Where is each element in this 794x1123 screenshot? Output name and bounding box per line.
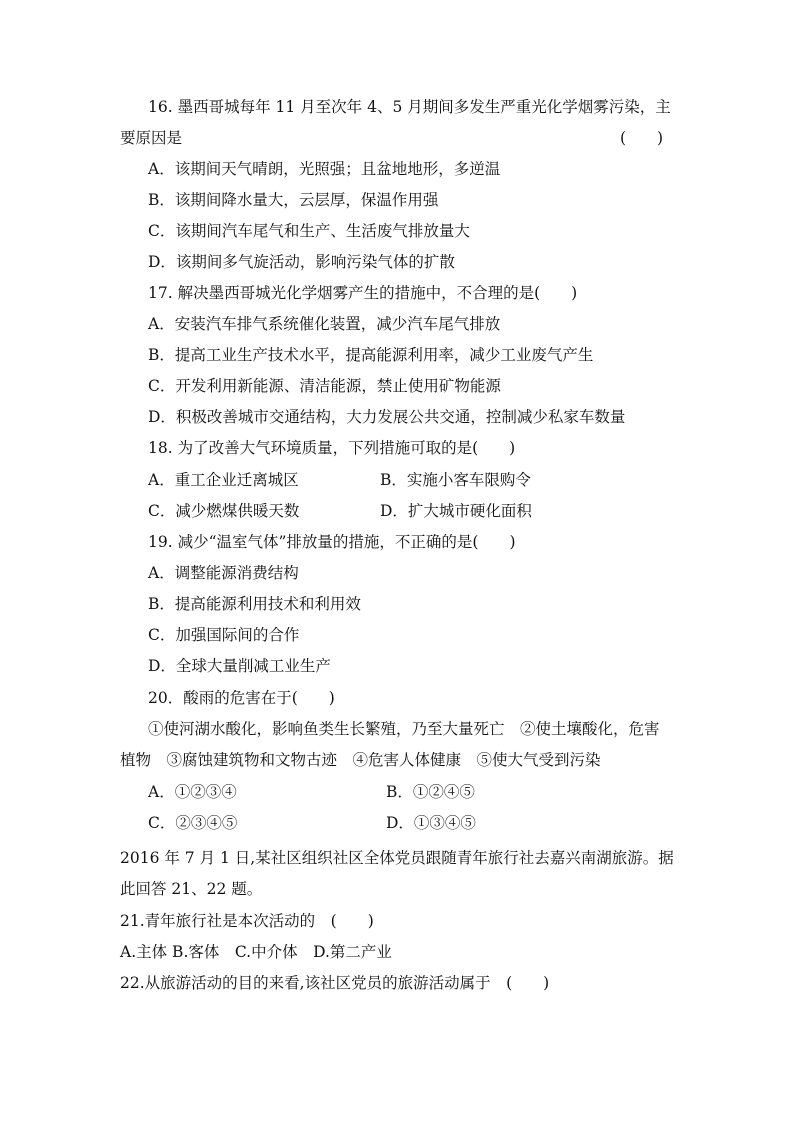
q16-option-d: D．该期间多气旋活动，影响污染气体的扩散 — [148, 253, 455, 271]
q18-stem: 18. 为了改善大气环境质量，下列措施可取的是( ) — [148, 439, 516, 457]
q16-option-b: B．该期间降水量大，云层厚，保温作用强 — [148, 191, 439, 209]
q17-option-b: B．提高工业生产技术水平，提高能源利用率，减少工业废气产生 — [148, 346, 594, 364]
q20-option-d: D．①③④⑤ — [386, 814, 476, 832]
q16-stem-line2: 要原因是 — [120, 129, 183, 147]
q19-option-c: C．加强国际间的合作 — [148, 626, 300, 644]
q19-option-b: B．提高能源利用技术和利用效 — [148, 595, 361, 613]
q16-option-c: C．该期间汽车尾气和生产、生活废气排放量大 — [148, 222, 470, 240]
passage-intro-line2: 此回答 21、22 题。 — [120, 880, 263, 898]
q21-stem: 21.青年旅行社是本次活动的 ( ) — [120, 912, 374, 930]
q17-stem: 17. 解决墨西哥城光化学烟雾产生的措施中，不合理的是( ) — [148, 284, 578, 302]
q17-option-d: D．积极改善城市交通结构，大力发展公共交通，控制减少私家车数量 — [148, 408, 626, 426]
q20-option-a: A．①②③④ — [148, 783, 237, 801]
q18-option-c: C．减少燃煤供暖天数 — [148, 502, 300, 520]
q20-option-c: C．②③④⑤ — [148, 814, 238, 832]
q17-option-c: C．开发利用新能源、清洁能源，禁止使用矿物能源 — [148, 377, 501, 395]
q16-stem-line1: 16. 墨西哥城每年 11 月至次年 4、5 月期间多发生严重光化学烟雾污染，主 — [148, 98, 671, 116]
passage-intro-line1: 2016 年 7 月 1 日,某社区组织社区全体党员跟随青年旅行社去嘉兴南湖旅游。据 — [120, 849, 674, 867]
q18-option-b: B．实施小客车限购令 — [380, 471, 531, 489]
q20-items-line2: 植物 ③腐蚀建筑物和文物古迹 ④危害人体健康 ⑤使大气受到污染 — [120, 751, 601, 769]
q17-option-a: A．安装汽车排气系统催化装置，减少汽车尾气排放 — [148, 315, 501, 333]
q19-option-d: D．全球大量削减工业生产 — [148, 657, 331, 675]
q16-answer-paren: ( ) — [620, 129, 664, 147]
q19-stem: 19. 减少“温室气体”排放量的措施，不正确的是( ) — [148, 533, 516, 551]
q21-options: A.主体 B.客体 C.中介体 D.第二产业 — [120, 943, 392, 961]
q19-option-a: A．调整能源消费结构 — [148, 564, 299, 582]
q18-option-a: A．重工企业迁离城区 — [148, 471, 299, 489]
q22-stem: 22.从旅游活动的目的来看,该社区党员的旅游活动属于 ( ) — [120, 974, 550, 992]
q20-items-line1: ①使河湖水酸化，影响鱼类生长繁殖，乃至大量死亡 ②使土壤酸化，危害 — [148, 720, 660, 738]
q18-option-d: D．扩大城市硬化面积 — [380, 502, 532, 520]
q20-stem: 20．酸雨的危害在于( ) — [148, 689, 335, 707]
q20-option-b: B．①②④⑤ — [386, 783, 475, 801]
q16-option-a: A．该期间天气晴朗，光照强；且盆地地形，多逆温 — [148, 160, 501, 178]
